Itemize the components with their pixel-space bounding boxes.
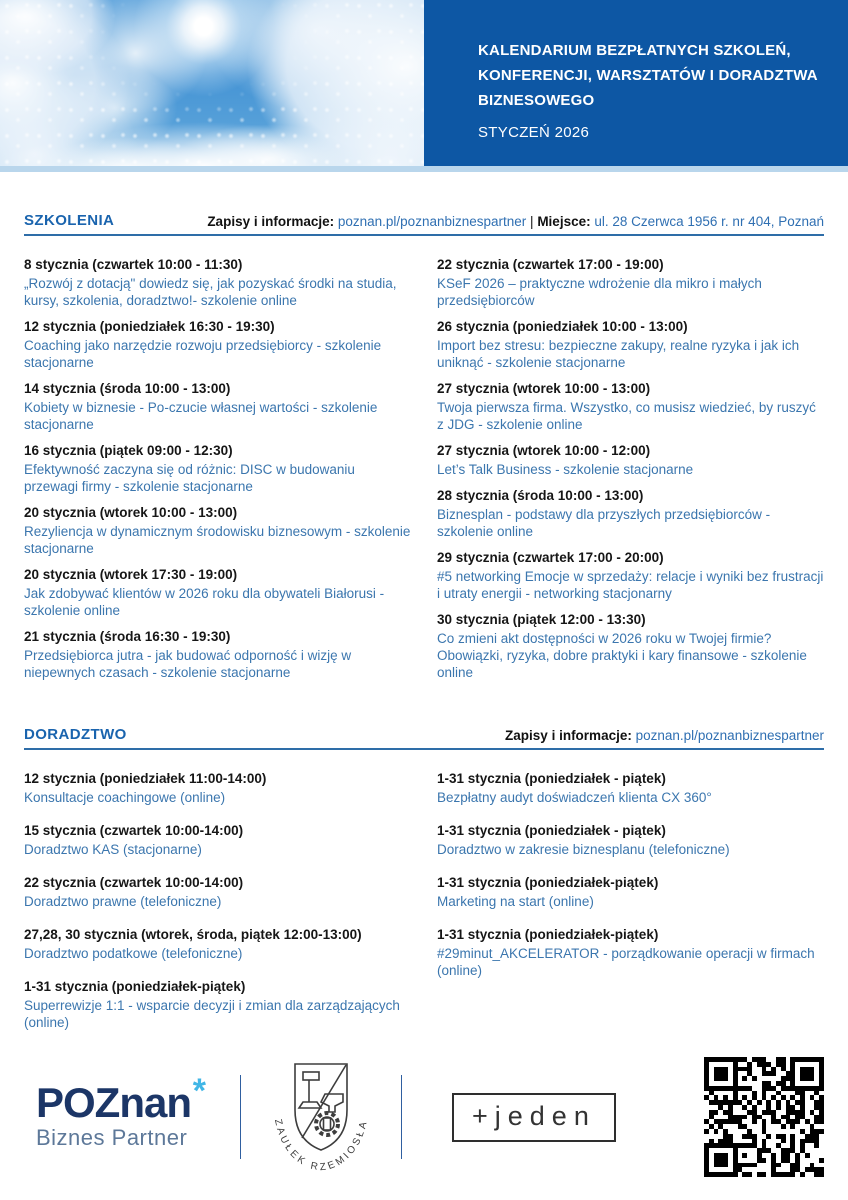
- event-date: 22 stycznia (czwartek 17:00 - 19:00): [437, 257, 664, 272]
- event-item: [437, 874, 824, 910]
- doradztwo-events: [24, 770, 824, 1047]
- event-item: [437, 926, 824, 979]
- plus-jeden-logo: +jeden: [452, 1093, 616, 1142]
- event-description: Doradztwo podatkowe (telefoniczne): [24, 946, 243, 961]
- event-item: [24, 770, 411, 806]
- craft-crest-icon: [269, 1058, 373, 1176]
- event-date: 29 stycznia (czwartek 17:00 - 20:00): [437, 550, 664, 565]
- event-date: 8 stycznia (czwartek 10:00 - 11:30): [24, 257, 243, 272]
- event-date: 21 stycznia (środa 16:30 - 19:30): [24, 629, 231, 644]
- poznan-logo-subtext: Biznes Partner: [36, 1125, 188, 1150]
- event-date: 27,28, 30 stycznia (wtorek, środa, piątek 12:00-13:00): [24, 927, 362, 942]
- event-date: 1-31 stycznia (poniedziałek-piątek): [437, 927, 659, 942]
- event-item: [437, 380, 824, 433]
- event-item: [24, 926, 411, 962]
- event-item: [437, 770, 824, 806]
- footer-divider-2: [401, 1075, 402, 1159]
- zaulek-rzemiosla-logo: [241, 1058, 401, 1176]
- event-date: 1-31 stycznia (poniedziałek - piątek): [437, 823, 666, 838]
- event-date: 12 stycznia (poniedziałek 11:00-14:00): [24, 771, 267, 786]
- doradztwo-right-column: [437, 770, 824, 1047]
- szkolenia-right-column: [437, 256, 824, 690]
- event-description: Doradztwo prawne (telefoniczne): [24, 894, 222, 909]
- event-description: Kobiety w biznesie - Po-czucie własnej wartości - szkolenie stacjonarne: [24, 400, 378, 432]
- event-item: [437, 487, 824, 540]
- szkolenia-section-header: [24, 212, 824, 236]
- event-item: [24, 874, 411, 910]
- event-description: Twoja pierwsza firma. Wszystko, co musisz wiedzieć, by ruszyć z JDG - szkolenie online: [437, 400, 816, 432]
- event-item: [437, 549, 824, 602]
- info-separator: |: [530, 214, 534, 229]
- doradztwo-info: [505, 728, 824, 743]
- event-item: [24, 822, 411, 858]
- event-description: Konsultacje coachingowe (online): [24, 790, 226, 805]
- szkolenia-events: [24, 256, 824, 690]
- event-date: 28 stycznia (środa 10:00 - 13:00): [437, 488, 644, 503]
- event-description: Doradztwo KAS (stacjonarne): [24, 842, 202, 857]
- event-description: Coaching jako narzędzie rozwoju przedsiębiorcy - szkolenie stacjonarne: [24, 338, 382, 370]
- event-description: #29minut_AKCELERATOR - porządkowanie operacji w firmach (online): [437, 946, 815, 978]
- title-banner: [424, 0, 848, 166]
- header-divider: [0, 166, 848, 172]
- event-item: [437, 318, 824, 371]
- place-value: ul. 28 Czerwca 1956 r. nr 404, Poznań: [594, 214, 824, 229]
- header: [0, 0, 848, 166]
- event-date: 22 stycznia (czwartek 10:00-14:00): [24, 875, 244, 890]
- info-label: Zapisy i informacje:: [505, 728, 632, 743]
- winter-photo: [0, 0, 424, 166]
- doradztwo-left-column: [24, 770, 411, 1047]
- doradztwo-title: DORADZTWO: [24, 726, 127, 743]
- zaulek-rzemiosla-label: ZAUŁEK RZEMIOSŁA: [271, 1118, 371, 1174]
- event-description: KSeF 2026 – praktyczne wdrożenie dla mikro i małych przedsiębiorców: [437, 276, 762, 308]
- event-item: [24, 442, 411, 495]
- poznan-logo-text: POZnan *: [36, 1072, 206, 1126]
- event-description: „Rozwój z dotacją" dowiedz się, jak pozyskać środki na studia, kursy, szkolenia, doradztwo!- szkolenie online: [24, 276, 397, 308]
- event-item: [437, 611, 824, 681]
- event-description: Import bez stresu: bezpieczne zakupy, realne ryzyka i jak ich uniknąć - szkolenie stacjonarne: [437, 338, 800, 370]
- poznan-star-icon: *: [192, 1072, 206, 1110]
- info-link[interactable]: poznan.pl/poznanbiznespartner: [635, 728, 824, 743]
- event-description: Bezpłatny audyt doświadczeń klienta CX 360°: [437, 790, 712, 805]
- event-item: [437, 256, 824, 309]
- event-item: [24, 978, 411, 1031]
- event-description: Efektywność zaczyna się od różnic: DISC w budowaniu przewagi firmy - szkolenie stacjonarne: [24, 462, 355, 494]
- event-date: 1-31 stycznia (poniedziałek-piątek): [437, 875, 659, 890]
- event-item: [437, 442, 824, 478]
- event-date: 15 stycznia (czwartek 10:00-14:00): [24, 823, 244, 838]
- event-date: 20 stycznia (wtorek 10:00 - 13:00): [24, 505, 238, 520]
- event-date: 16 stycznia (piątek 09:00 - 12:30): [24, 443, 233, 458]
- szkolenia-title: SZKOLENIA: [24, 212, 115, 229]
- event-description: #5 networking Emocje w sprzedaży: relacje i wyniki bez frustracji i utraty energii - networking stacjonarny: [437, 569, 824, 601]
- szkolenia-left-column: [24, 256, 411, 690]
- poznan-biznes-partner-logo: [24, 1072, 240, 1151]
- event-item: [24, 628, 411, 681]
- event-description: Doradztwo w zakresie biznesplanu (telefoniczne): [437, 842, 730, 857]
- event-item: [24, 566, 411, 619]
- event-date: 20 stycznia (wtorek 17:30 - 19:00): [24, 567, 238, 582]
- event-date: 12 stycznia (poniedziałek 16:30 - 19:30): [24, 319, 275, 334]
- event-item: [24, 256, 411, 309]
- event-description: Rezyliencja w dynamicznym środowisku biznesowym - szkolenie stacjonarne: [24, 524, 411, 556]
- event-description: Marketing na start (online): [437, 894, 594, 909]
- info-label: Zapisy i informacje:: [207, 214, 335, 229]
- event-description: Let’s Talk Business - szkolenie stacjonarne: [437, 462, 694, 477]
- event-item: [24, 318, 411, 371]
- page-subtitle: STYCZEŃ 2026: [478, 124, 590, 141]
- info-link[interactable]: poznan.pl/poznanbiznespartner: [337, 214, 527, 229]
- event-item: [24, 380, 411, 433]
- event-description: Biznesplan - podstawy dla przyszłych przedsiębiorców - szkolenie online: [437, 507, 771, 539]
- event-item: [24, 504, 411, 557]
- event-date: 30 stycznia (piątek 12:00 - 13:30): [437, 612, 646, 627]
- qr-code: [704, 1057, 824, 1177]
- event-item: [437, 822, 824, 858]
- event-date: 14 stycznia (środa 10:00 - 13:00): [24, 381, 231, 396]
- event-date: 26 stycznia (poniedziałek 10:00 - 13:00): [437, 319, 688, 334]
- page-title: KALENDARIUM BEZPŁATNYCH SZKOLEŃ, KONFERENCJI, WARSZTATÓW I DORADZTWA BIZNESOWEGO: [478, 42, 818, 109]
- doradztwo-section-header: [24, 726, 824, 750]
- event-description: Jak zdobywać klientów w 2026 roku dla obywateli Białorusi - szkolenie online: [24, 586, 385, 618]
- event-date: 1-31 stycznia (poniedziałek - piątek): [437, 771, 666, 786]
- event-date: 27 stycznia (wtorek 10:00 - 12:00): [437, 443, 651, 458]
- event-description: Przedsiębiorca jutra - jak budować odporność i wizję w niepewnych czasach - szkolenie stacjonarne: [24, 648, 352, 680]
- footer: [24, 1052, 824, 1182]
- event-date: 27 stycznia (wtorek 10:00 - 13:00): [437, 381, 651, 396]
- event-description: Co zmieni akt dostępności w 2026 roku w Twojej firmie? Obowiązki, ryzyka, dobre praktyki i kary finansowe - szkolenie online: [437, 631, 807, 680]
- szkolenia-info: [207, 214, 824, 229]
- event-description: Superrewizje 1:1 - wsparcie decyzji i zmian dla zarządzających (online): [24, 998, 400, 1030]
- event-date: 1-31 stycznia (poniedziałek-piątek): [24, 979, 246, 994]
- place-label: Miejsce:: [537, 214, 591, 229]
